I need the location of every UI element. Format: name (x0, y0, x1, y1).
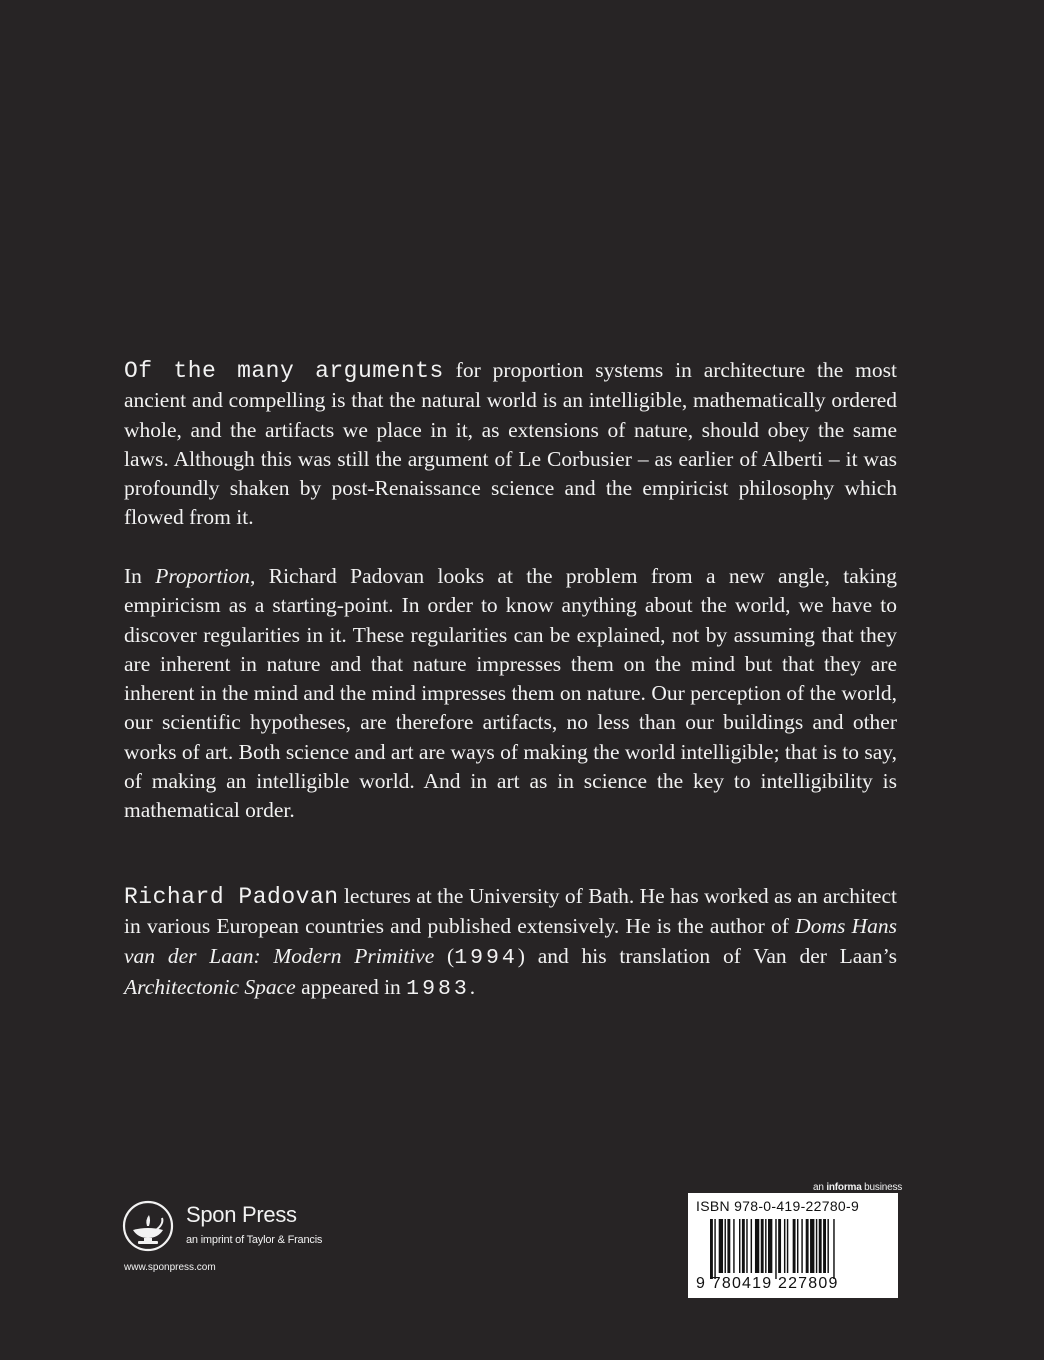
publisher-imprint: an imprint of Taylor & Francis (186, 1234, 323, 1246)
blurb-lead: Of the many arguments (124, 358, 444, 384)
lamp-icon (122, 1200, 174, 1252)
author-bio-paren: ( (434, 943, 455, 968)
barcode-bar (733, 1219, 734, 1273)
author-bio-text-3: appeared in (295, 974, 407, 999)
informa-bold: informa (826, 1182, 862, 1193)
barcode-bar (775, 1219, 776, 1279)
barcode-bar (761, 1219, 764, 1273)
informa-tagline (813, 1182, 902, 1193)
author-bio-text-1: lectures at the University of Bath. He has worked as an architect in various European countries and published extensively. He is the author of (124, 884, 897, 939)
barcode-bar (806, 1219, 809, 1273)
blurb-text-2-start: In (124, 564, 156, 588)
barcode-digits: 9 780419 227809 (696, 1275, 839, 1292)
author-bio-end: . (469, 974, 476, 999)
author-bio (124, 882, 897, 1004)
author-bio-text-2: ) and his translation of Van der Laan’s (517, 943, 897, 968)
author-year-1: 1994 (454, 945, 518, 970)
barcode-bar (739, 1219, 740, 1273)
barcode-bar (727, 1219, 730, 1273)
blurb-text-2: , Richard Padovan looks at the problem from a new angle, taking empiricism as a starting-point. In order to know anything about the world, we have to discover regularities in it. These regularities can be explained, not by assuming that they are inherent in nature and that nature impresses them on the mind but that they are inherent in the mind and the mind impresses them on nature. Our perception of the world, our scientific hypotheses, are therefore artifacts, no less than our buildings and other works of art. Both science and art are ways of making the world intelligible; that is to say, of making an intelligible world. And in art as in science the key to intelligibility is mathematical order. (124, 564, 898, 823)
barcode-bar (719, 1219, 723, 1273)
barcode-bar (768, 1219, 772, 1273)
barcode-bar (793, 1219, 796, 1273)
barcode-bar (797, 1219, 798, 1273)
barcode-bar (714, 1219, 715, 1279)
barcode-bar (778, 1219, 781, 1273)
author-book-2: Architectonic Space (124, 974, 296, 999)
informa-suffix: business (861, 1182, 903, 1193)
author-name: Richard Padovan (124, 884, 339, 910)
barcode-bar (819, 1219, 822, 1273)
author-year-2: 1983 (406, 976, 470, 1001)
barcode-bar (816, 1219, 817, 1273)
barcode-bar (801, 1219, 802, 1273)
author-book-1: Doms Hans van der Laan: Modern Primitive (124, 914, 897, 968)
barcode-bar (823, 1219, 826, 1273)
barcode-bar (746, 1219, 747, 1273)
barcode-bar (787, 1219, 788, 1273)
barcode-bar (725, 1219, 726, 1273)
book-title-proportion: Proportion (155, 564, 251, 588)
barcode-bar (742, 1219, 745, 1273)
barcode-box (688, 1193, 898, 1298)
barcode-bar (765, 1219, 766, 1273)
barcode-bar (751, 1219, 752, 1273)
isbn-label: ISBN 978-0-419-22780-9 (696, 1198, 860, 1214)
barcode-bar (810, 1219, 814, 1273)
informa-prefix: an (813, 1182, 827, 1193)
publisher-url: www.sponpress.com (124, 1262, 216, 1273)
blurb-text-1: for proportion systems in architecture the most ancient and compelling is that the natural world is an intelligible, mathematically ordered whole, and the artifacts we place in it, as extensions of nature, should obey the same laws. Although this was still the argument of Le Corbusier – as earlier of Alberti – it was profoundly shaken by post-Renaissance science and the empiricist philosophy which flowed from it. (124, 358, 897, 530)
blurb-paragraph-2 (124, 562, 897, 826)
barcode-bar (827, 1219, 828, 1273)
barcode-bar (784, 1219, 785, 1273)
barcode-bar (755, 1219, 759, 1273)
blurb-paragraph-1 (124, 356, 897, 533)
barcode-bar (710, 1219, 713, 1279)
publisher-name: Spon Press (186, 1202, 297, 1227)
barcode-bar (833, 1219, 834, 1279)
